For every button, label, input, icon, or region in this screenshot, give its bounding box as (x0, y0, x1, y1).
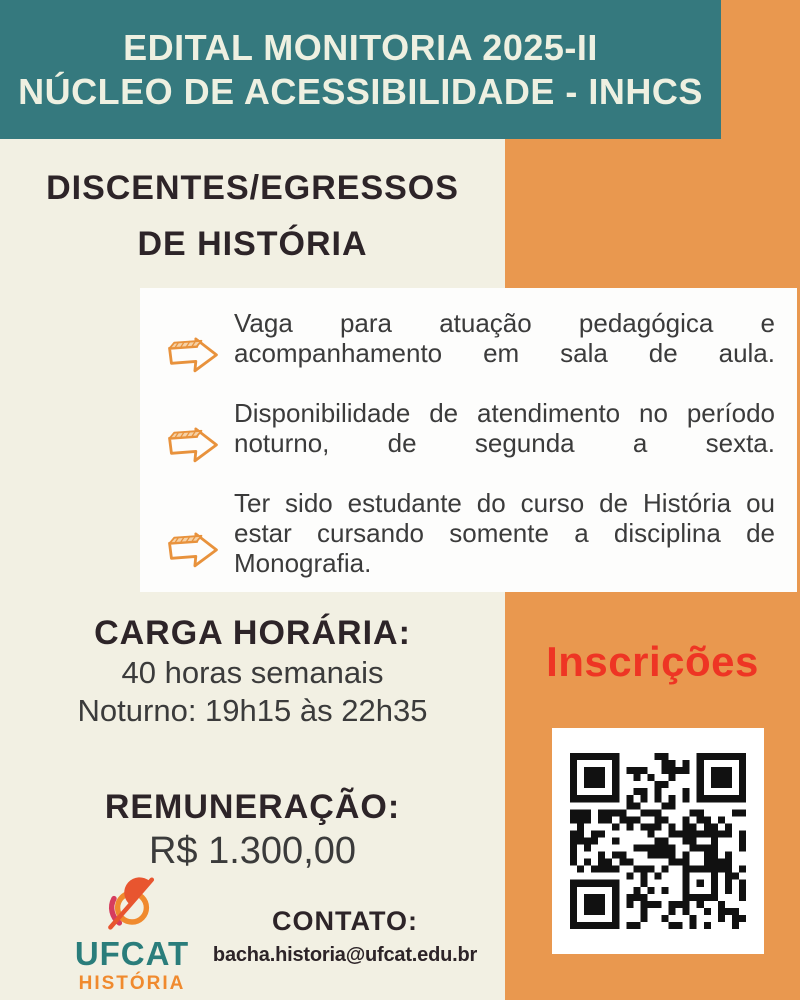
requirements-panel (140, 288, 797, 592)
workload-hours: 40 horas semanais (121, 655, 384, 690)
audience-heading-line1: DISCENTES/EGRESSOS (46, 169, 459, 207)
workload-title: CARGA HORÁRIA: (94, 614, 411, 652)
audience-heading (0, 160, 505, 272)
header-title-line1: EDITAL MONITORIA 2025-II (123, 26, 598, 68)
ufcat-logo-icon (89, 868, 175, 940)
qr-code-frame (552, 728, 764, 954)
requirement-text: Vaga para atuação pedagógica e acompanhamento em sala de aula. (234, 308, 775, 368)
workload-schedule: Noturno: 19h15 às 22h35 (77, 693, 428, 728)
ufcat-logo-name: UFCAT (74, 935, 190, 972)
requirement-text: Disponibilidade de atendimento no período noturno, de segunda a sexta. (234, 398, 775, 458)
contact-section (180, 903, 510, 971)
pay-value: R$ 1.300,00 (148, 830, 357, 872)
requirement-item (152, 308, 775, 398)
requirement-item (152, 488, 775, 608)
workload-section (0, 612, 505, 730)
audience-heading-line2: DE HISTÓRIA (137, 225, 368, 263)
header-title-line2: NÚCLEO DE ACESSIBILIDADE - INHCS (18, 70, 703, 112)
qr-code[interactable] (570, 753, 746, 929)
right-arrow-icon (152, 417, 234, 469)
contact-title: CONTATO: (272, 906, 418, 936)
ufcat-logo-subtitle: HISTÓRIA (78, 973, 186, 994)
right-arrow-icon (152, 522, 234, 574)
header-banner (0, 0, 721, 139)
contact-email[interactable]: bacha.historia@ufcat.edu.br (212, 944, 478, 966)
right-arrow-icon (152, 327, 234, 379)
requirement-text: Ter sido estudante do curso de História ou estar cursando somente a disciplina de Monografia. (234, 488, 775, 578)
requirement-item (152, 398, 775, 488)
pay-section (0, 786, 505, 874)
pay-title: REMUNERAÇÃO: (104, 788, 401, 826)
registration-title: Inscrições (546, 638, 759, 685)
